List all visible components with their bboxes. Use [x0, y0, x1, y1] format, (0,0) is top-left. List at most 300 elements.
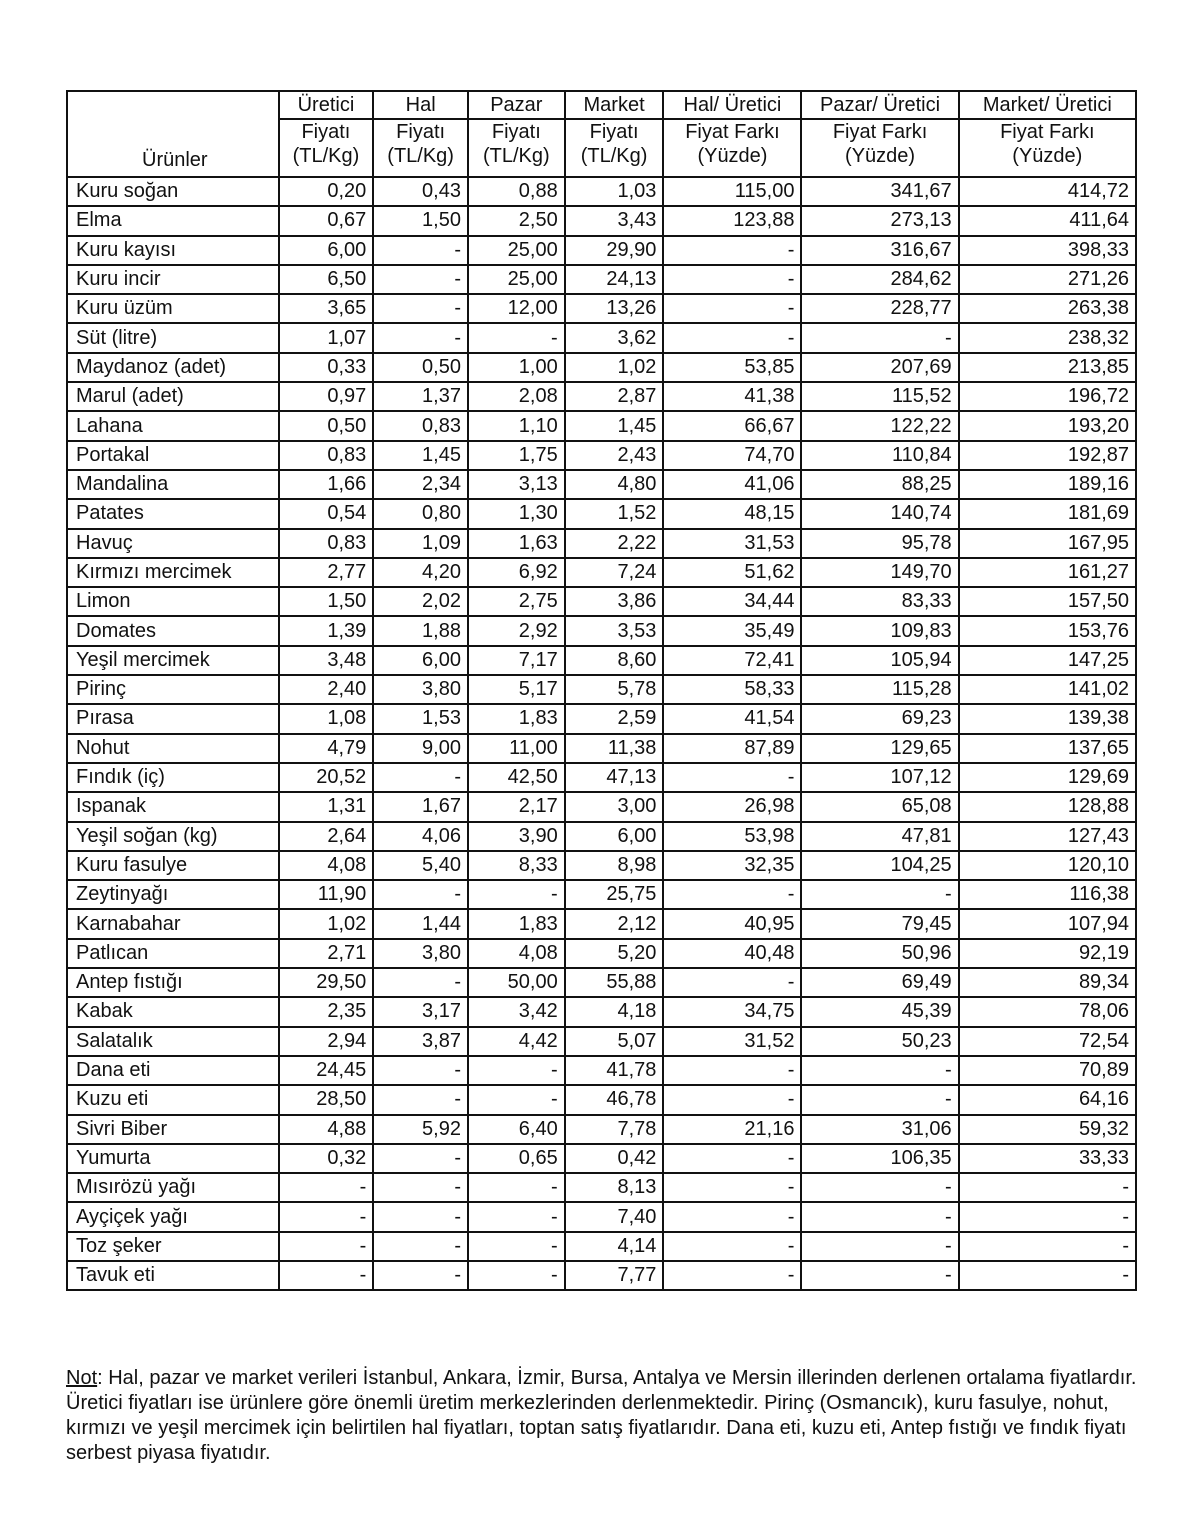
value-cell: 4,08 — [279, 851, 374, 880]
value-cell: - — [959, 1261, 1136, 1290]
value-cell: 11,00 — [468, 734, 565, 763]
product-name-cell: Yumurta — [67, 1144, 279, 1173]
value-cell: 0,88 — [468, 177, 565, 206]
value-cell: 192,87 — [959, 441, 1136, 470]
value-cell: 4,06 — [373, 822, 468, 851]
value-cell: 8,98 — [565, 851, 664, 880]
table-row — [67, 499, 1136, 528]
value-cell: 1,02 — [279, 909, 374, 938]
value-cell: 0,67 — [279, 206, 374, 235]
value-cell: 4,79 — [279, 734, 374, 763]
value-cell: 1,66 — [279, 470, 374, 499]
value-cell: - — [373, 294, 468, 323]
value-cell: 2,08 — [468, 382, 565, 411]
value-cell: - — [959, 1232, 1136, 1261]
product-name-cell: Elma — [67, 206, 279, 235]
value-cell: 53,85 — [663, 353, 801, 382]
table-row — [67, 997, 1136, 1026]
value-cell: - — [373, 1232, 468, 1261]
value-cell: 3,48 — [279, 646, 374, 675]
header-row-top — [67, 91, 1136, 119]
value-cell: - — [663, 763, 801, 792]
value-cell: 2,64 — [279, 822, 374, 851]
value-cell: 33,33 — [959, 1144, 1136, 1173]
value-cell: 2,17 — [468, 792, 565, 821]
value-cell: 110,84 — [801, 441, 958, 470]
value-cell: 284,62 — [801, 265, 958, 294]
table-row — [67, 1261, 1136, 1290]
value-cell: 127,43 — [959, 822, 1136, 851]
value-cell: 115,52 — [801, 382, 958, 411]
value-cell: - — [663, 236, 801, 265]
value-cell: 4,18 — [565, 997, 664, 1026]
product-name-cell: Fındık (iç) — [67, 763, 279, 792]
value-cell: 167,95 — [959, 529, 1136, 558]
value-cell: 129,69 — [959, 763, 1136, 792]
value-cell: 40,95 — [663, 909, 801, 938]
value-cell: 141,02 — [959, 675, 1136, 704]
value-cell: 11,90 — [279, 880, 374, 909]
table-row — [67, 294, 1136, 323]
value-cell: 58,33 — [663, 675, 801, 704]
value-cell: 12,00 — [468, 294, 565, 323]
product-name-cell: Ayçiçek yağı — [67, 1202, 279, 1231]
table-row — [67, 909, 1136, 938]
table-row — [67, 587, 1136, 616]
value-cell: - — [373, 880, 468, 909]
value-cell: - — [801, 1056, 958, 1085]
value-cell: 4,88 — [279, 1115, 374, 1144]
value-cell: 1,30 — [468, 499, 565, 528]
value-cell: - — [959, 1173, 1136, 1202]
table-row — [67, 792, 1136, 821]
product-name-cell: Kırmızı mercimek — [67, 558, 279, 587]
product-name-cell: Pirinç — [67, 675, 279, 704]
value-cell: - — [801, 323, 958, 352]
product-name-cell: Domates — [67, 616, 279, 645]
table-row — [67, 1085, 1136, 1114]
footnote-label: Not — [66, 1367, 98, 1389]
value-cell: 4,80 — [565, 470, 664, 499]
table-row — [67, 1232, 1136, 1261]
product-name-cell: Dana eti — [67, 1056, 279, 1085]
value-cell: 414,72 — [959, 177, 1136, 206]
product-name-cell: Zeytinyağı — [67, 880, 279, 909]
value-cell: 3,42 — [468, 997, 565, 1026]
value-cell: 1,10 — [468, 411, 565, 440]
value-cell: 1,88 — [373, 616, 468, 645]
value-cell: 263,38 — [959, 294, 1136, 323]
value-cell: 2,43 — [565, 441, 664, 470]
value-cell: 7,40 — [565, 1202, 664, 1231]
value-cell: 89,34 — [959, 968, 1136, 997]
value-cell: - — [801, 1261, 958, 1290]
value-cell: 1,08 — [279, 704, 374, 733]
value-cell: - — [468, 1232, 565, 1261]
value-cell: 238,32 — [959, 323, 1136, 352]
product-name-cell: Patates — [67, 499, 279, 528]
value-cell: 1,31 — [279, 792, 374, 821]
product-name-cell: Kuru soğan — [67, 177, 279, 206]
table-row — [67, 177, 1136, 206]
value-cell: 8,13 — [565, 1173, 664, 1202]
value-cell: 1,50 — [373, 206, 468, 235]
value-cell: 41,38 — [663, 382, 801, 411]
value-cell: 25,00 — [468, 265, 565, 294]
value-cell: 2,87 — [565, 382, 664, 411]
table-row — [67, 734, 1136, 763]
footnote-text: : Hal, pazar ve market verileri İstanbul, Ankara, İzmir, Bursa, Antalya ve Mersin illerinden derlenen ortalama fiyatlardır. Üretici fiyatları ise ürünlere göre önemli üretim merkezlerinden derlenmektedir. Pirinç (Osmancık), kuru fasulye, nohut, kırmızı ve yeşil mercimek için belirtilen hal fiyatları, toptan satış fiyatlarıdır. Dana eti, kuzu eti, Antep fıstığı ve fındık fiyatı serbest piyasa fiyatıdır. — [66, 1367, 1137, 1464]
value-cell: 34,75 — [663, 997, 801, 1026]
value-cell: 2,75 — [468, 587, 565, 616]
value-cell: - — [801, 1202, 958, 1231]
value-cell: 69,49 — [801, 968, 958, 997]
value-cell: 3,53 — [565, 616, 664, 645]
value-cell: 0,83 — [279, 529, 374, 558]
value-cell: - — [468, 1056, 565, 1085]
value-cell: 149,70 — [801, 558, 958, 587]
value-cell: 1,83 — [468, 704, 565, 733]
product-name-cell: Süt (litre) — [67, 323, 279, 352]
value-cell: 5,20 — [565, 939, 664, 968]
value-cell: 0,80 — [373, 499, 468, 528]
value-cell: - — [663, 1202, 801, 1231]
value-cell: 0,43 — [373, 177, 468, 206]
value-cell: - — [279, 1202, 374, 1231]
value-cell: - — [279, 1173, 374, 1202]
value-cell: 4,08 — [468, 939, 565, 968]
value-cell: 2,02 — [373, 587, 468, 616]
value-cell: 3,13 — [468, 470, 565, 499]
table-row — [67, 1027, 1136, 1056]
value-cell: - — [373, 1261, 468, 1290]
value-cell: 40,48 — [663, 939, 801, 968]
value-cell: 64,16 — [959, 1085, 1136, 1114]
value-cell: - — [663, 1261, 801, 1290]
value-cell: 74,70 — [663, 441, 801, 470]
value-cell: 0,65 — [468, 1144, 565, 1173]
value-cell: 4,42 — [468, 1027, 565, 1056]
product-name-cell: Sivri Biber — [67, 1115, 279, 1144]
header-bazaar: Pazar — [468, 91, 565, 119]
value-cell: 1,67 — [373, 792, 468, 821]
value-cell: 24,45 — [279, 1056, 374, 1085]
value-cell: 1,03 — [565, 177, 664, 206]
header-bazaar-producer-unit: Fiyat Farkı (Yüzde) — [801, 119, 958, 177]
value-cell: 5,07 — [565, 1027, 664, 1056]
value-cell: 2,71 — [279, 939, 374, 968]
value-cell: 316,67 — [801, 236, 958, 265]
value-cell: 20,52 — [279, 763, 374, 792]
value-cell: - — [373, 1173, 468, 1202]
value-cell: - — [663, 294, 801, 323]
table-row — [67, 558, 1136, 587]
value-cell: 193,20 — [959, 411, 1136, 440]
value-cell: 8,60 — [565, 646, 664, 675]
value-cell: 59,32 — [959, 1115, 1136, 1144]
value-cell: 4,14 — [565, 1232, 664, 1261]
value-cell: 0,33 — [279, 353, 374, 382]
value-cell: 2,35 — [279, 997, 374, 1026]
header-producer: Üretici — [279, 91, 374, 119]
value-cell: 0,50 — [373, 353, 468, 382]
table-row — [67, 880, 1136, 909]
value-cell: 70,89 — [959, 1056, 1136, 1085]
value-cell: 6,00 — [373, 646, 468, 675]
value-cell: 0,54 — [279, 499, 374, 528]
product-name-cell: Patlıcan — [67, 939, 279, 968]
value-cell: 115,28 — [801, 675, 958, 704]
product-name-cell: Toz şeker — [67, 1232, 279, 1261]
value-cell: 122,22 — [801, 411, 958, 440]
value-cell: 29,50 — [279, 968, 374, 997]
value-cell: - — [663, 880, 801, 909]
value-cell: 50,23 — [801, 1027, 958, 1056]
product-name-cell: Nohut — [67, 734, 279, 763]
table-row — [67, 353, 1136, 382]
header-wholesale-unit: Fiyatı (TL/Kg) — [373, 119, 468, 177]
value-cell: 6,92 — [468, 558, 565, 587]
value-cell: 47,13 — [565, 763, 664, 792]
product-name-cell: Kuru incir — [67, 265, 279, 294]
footnote — [66, 1366, 1137, 1466]
value-cell: - — [801, 1085, 958, 1114]
value-cell: 107,12 — [801, 763, 958, 792]
value-cell: 1,09 — [373, 529, 468, 558]
product-name-cell: Karnabahar — [67, 909, 279, 938]
product-name-cell: Kuru kayısı — [67, 236, 279, 265]
value-cell: 3,80 — [373, 675, 468, 704]
value-cell: 3,17 — [373, 997, 468, 1026]
value-cell: 65,08 — [801, 792, 958, 821]
price-comparison-table — [66, 90, 1137, 1291]
value-cell: 3,00 — [565, 792, 664, 821]
value-cell: - — [663, 265, 801, 294]
value-cell: - — [279, 1261, 374, 1290]
table-row — [67, 265, 1136, 294]
value-cell: 4,20 — [373, 558, 468, 587]
value-cell: - — [663, 1144, 801, 1173]
value-cell: 13,26 — [565, 294, 664, 323]
product-name-cell: Portakal — [67, 441, 279, 470]
value-cell: 45,39 — [801, 997, 958, 1026]
value-cell: - — [663, 1232, 801, 1261]
value-cell: 31,06 — [801, 1115, 958, 1144]
value-cell: - — [663, 1056, 801, 1085]
table-row — [67, 822, 1136, 851]
value-cell: - — [468, 880, 565, 909]
value-cell: 47,81 — [801, 822, 958, 851]
value-cell: 1,37 — [373, 382, 468, 411]
value-cell: - — [373, 323, 468, 352]
value-cell: 1,83 — [468, 909, 565, 938]
value-cell: 2,77 — [279, 558, 374, 587]
value-cell: 25,00 — [468, 236, 565, 265]
value-cell: - — [373, 265, 468, 294]
value-cell: 35,49 — [663, 616, 801, 645]
value-cell: 1,44 — [373, 909, 468, 938]
value-cell: 3,65 — [279, 294, 374, 323]
table-row — [67, 1173, 1136, 1202]
product-name-cell: Yeşil mercimek — [67, 646, 279, 675]
value-cell: - — [373, 763, 468, 792]
value-cell: 273,13 — [801, 206, 958, 235]
value-cell: - — [468, 1085, 565, 1114]
value-cell: 2,94 — [279, 1027, 374, 1056]
value-cell: 41,78 — [565, 1056, 664, 1085]
value-cell: 147,25 — [959, 646, 1136, 675]
value-cell: 69,23 — [801, 704, 958, 733]
product-name-cell: Salatalık — [67, 1027, 279, 1056]
value-cell: 7,24 — [565, 558, 664, 587]
value-cell: 0,20 — [279, 177, 374, 206]
table-row — [67, 529, 1136, 558]
value-cell: 25,75 — [565, 880, 664, 909]
value-cell: 2,50 — [468, 206, 565, 235]
value-cell: 398,33 — [959, 236, 1136, 265]
table-row — [67, 382, 1136, 411]
value-cell: 0,83 — [279, 441, 374, 470]
value-cell: 2,34 — [373, 470, 468, 499]
value-cell: 161,27 — [959, 558, 1136, 587]
value-cell: 104,25 — [801, 851, 958, 880]
value-cell: 1,02 — [565, 353, 664, 382]
value-cell: 228,77 — [801, 294, 958, 323]
value-cell: 115,00 — [663, 177, 801, 206]
value-cell: 3,90 — [468, 822, 565, 851]
value-cell: 7,17 — [468, 646, 565, 675]
product-name-cell: Havuç — [67, 529, 279, 558]
header-market: Market — [565, 91, 664, 119]
value-cell: 41,54 — [663, 704, 801, 733]
value-cell: 271,26 — [959, 265, 1136, 294]
value-cell: 1,52 — [565, 499, 664, 528]
product-name-cell: Maydanoz (adet) — [67, 353, 279, 382]
value-cell: 55,88 — [565, 968, 664, 997]
value-cell: 411,64 — [959, 206, 1136, 235]
header-market-unit: Fiyatı (TL/Kg) — [565, 119, 664, 177]
value-cell: 46,78 — [565, 1085, 664, 1114]
value-cell: 189,16 — [959, 470, 1136, 499]
value-cell: 123,88 — [663, 206, 801, 235]
table-row — [67, 1115, 1136, 1144]
value-cell: 196,72 — [959, 382, 1136, 411]
value-cell: 1,45 — [373, 441, 468, 470]
value-cell: 3,87 — [373, 1027, 468, 1056]
value-cell: 11,38 — [565, 734, 664, 763]
value-cell: 50,00 — [468, 968, 565, 997]
table-row — [67, 411, 1136, 440]
table-row — [67, 939, 1136, 968]
value-cell: 72,41 — [663, 646, 801, 675]
value-cell: 0,97 — [279, 382, 374, 411]
value-cell: 105,94 — [801, 646, 958, 675]
value-cell: - — [373, 1085, 468, 1114]
header-wholesale-producer-unit: Fiyat Farkı (Yüzde) — [663, 119, 801, 177]
value-cell: 24,13 — [565, 265, 664, 294]
product-name-cell: Mısırözü yağı — [67, 1173, 279, 1202]
value-cell: - — [373, 236, 468, 265]
table-row — [67, 646, 1136, 675]
value-cell: 3,86 — [565, 587, 664, 616]
value-cell: - — [373, 968, 468, 997]
value-cell: 1,50 — [279, 587, 374, 616]
value-cell: 137,65 — [959, 734, 1136, 763]
value-cell: 116,38 — [959, 880, 1136, 909]
value-cell: - — [373, 1202, 468, 1231]
value-cell: 0,83 — [373, 411, 468, 440]
header-market-producer-unit: Fiyat Farkı (Yüzde) — [959, 119, 1136, 177]
value-cell: - — [279, 1232, 374, 1261]
value-cell: - — [468, 1261, 565, 1290]
product-name-cell: Kuru üzüm — [67, 294, 279, 323]
product-name-cell: Kabak — [67, 997, 279, 1026]
value-cell: 53,98 — [663, 822, 801, 851]
value-cell: - — [373, 1144, 468, 1173]
value-cell: 140,74 — [801, 499, 958, 528]
value-cell: - — [468, 1202, 565, 1231]
value-cell: 5,40 — [373, 851, 468, 880]
product-name-cell: Kuzu eti — [67, 1085, 279, 1114]
value-cell: 42,50 — [468, 763, 565, 792]
product-name-cell: Antep fıstığı — [67, 968, 279, 997]
product-name-cell: Ispanak — [67, 792, 279, 821]
value-cell: 2,22 — [565, 529, 664, 558]
value-cell: 1,45 — [565, 411, 664, 440]
table-row — [67, 236, 1136, 265]
value-cell: - — [801, 880, 958, 909]
product-name-cell: Kuru fasulye — [67, 851, 279, 880]
table-row — [67, 675, 1136, 704]
product-name-cell: Limon — [67, 587, 279, 616]
value-cell: 78,06 — [959, 997, 1136, 1026]
value-cell: 7,77 — [565, 1261, 664, 1290]
product-name-cell: Pırasa — [67, 704, 279, 733]
value-cell: 3,80 — [373, 939, 468, 968]
value-cell: - — [468, 1173, 565, 1202]
value-cell: 157,50 — [959, 587, 1136, 616]
value-cell: 41,06 — [663, 470, 801, 499]
value-cell: 5,17 — [468, 675, 565, 704]
value-cell: 28,50 — [279, 1085, 374, 1114]
value-cell: 0,50 — [279, 411, 374, 440]
value-cell: 79,45 — [801, 909, 958, 938]
value-cell: 2,59 — [565, 704, 664, 733]
value-cell: 0,42 — [565, 1144, 664, 1173]
value-cell: 213,85 — [959, 353, 1136, 382]
table-row — [67, 616, 1136, 645]
header-bazaar-unit: Fiyatı (TL/Kg) — [468, 119, 565, 177]
value-cell: 1,53 — [373, 704, 468, 733]
value-cell: 341,67 — [801, 177, 958, 206]
header-products: Ürünler — [67, 91, 279, 177]
value-cell: 0,32 — [279, 1144, 374, 1173]
value-cell: 87,89 — [663, 734, 801, 763]
value-cell: - — [663, 968, 801, 997]
table-row — [67, 323, 1136, 352]
product-name-cell: Yeşil soğan (kg) — [67, 822, 279, 851]
value-cell: 5,78 — [565, 675, 664, 704]
value-cell: 31,53 — [663, 529, 801, 558]
value-cell: - — [801, 1232, 958, 1261]
header-wholesale-producer: Hal/ Üretici — [663, 91, 801, 119]
value-cell: 48,15 — [663, 499, 801, 528]
table-row — [67, 968, 1136, 997]
header-wholesale: Hal — [373, 91, 468, 119]
value-cell: 72,54 — [959, 1027, 1136, 1056]
value-cell: 181,69 — [959, 499, 1136, 528]
value-cell: 7,78 — [565, 1115, 664, 1144]
